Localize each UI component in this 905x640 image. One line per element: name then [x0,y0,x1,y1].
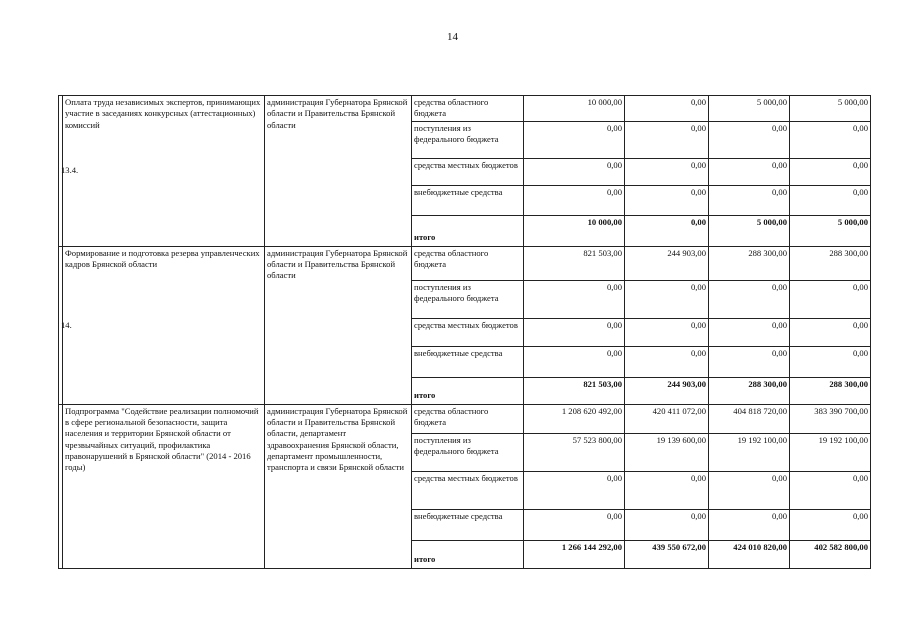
table-body [59,96,871,569]
amount-cell: 0,00 [790,121,871,158]
amount-cell: 1 208 620 492,00 [524,404,625,433]
amount-cell: 0,00 [524,121,625,158]
amount-cell: 5 000,00 [709,215,790,246]
amount-cell: 0,00 [625,158,709,185]
section-executor: администрация Губернатора Брянской области и Правительства Брянской области [265,96,412,247]
amount-cell: 0,00 [709,121,790,158]
page-number: 14 [447,31,458,43]
section-name: Оплата труда независимых экспертов, принимающих участие в заседаниях конкурсных (аттестационных) комиссий [63,96,265,247]
amount-cell: 0,00 [625,346,709,377]
funding-source: поступления из федерального бюджета [412,433,524,471]
amount-cell: 10 000,00 [524,96,625,122]
amount-cell: 424 010 820,00 [709,540,790,568]
amount-cell: 288 300,00 [709,246,790,280]
amount-cell: 0,00 [625,471,709,509]
amount-cell: 0,00 [709,158,790,185]
funding-source: итого [412,377,524,404]
amount-cell: 402 582 800,00 [790,540,871,568]
amount-cell: 0,00 [524,346,625,377]
amount-cell: 0,00 [790,346,871,377]
amount-cell: 19 192 100,00 [709,433,790,471]
amount-cell: 0,00 [524,318,625,346]
amount-cell: 0,00 [709,346,790,377]
section-number: 14. [59,246,63,404]
section-executor: администрация Губернатора Брянской области и Правительства Брянской области [265,246,412,404]
funding-source: внебюджетные средства [412,346,524,377]
section-name: Подпрограмма "Содействие реализации полномочий в сфере региональной безопасности, защита населения и территории Брянской области от чрезвычайных ситуаций, профилактика правонарушений в Брянской области" (2014 - 2016 годы) [63,404,265,568]
amount-cell: 288 300,00 [790,246,871,280]
amount-cell: 0,00 [524,158,625,185]
table-row [59,246,871,280]
amount-cell: 0,00 [790,158,871,185]
amount-cell: 0,00 [625,280,709,318]
amount-cell: 5 000,00 [709,96,790,122]
section-number: 13.4. [59,96,63,247]
funding-source: средства областного бюджета [412,246,524,280]
amount-cell: 0,00 [625,318,709,346]
funding-source: средства областного бюджета [412,404,524,433]
table-row [59,404,871,433]
amount-cell: 0,00 [790,318,871,346]
section-name: Формирование и подготовка резерва управленческих кадров Брянской области [63,246,265,404]
amount-cell: 821 503,00 [524,377,625,404]
amount-cell: 5 000,00 [790,215,871,246]
funding-source: итого [412,215,524,246]
amount-cell: 0,00 [625,185,709,215]
amount-cell: 0,00 [625,509,709,540]
funding-source: средства областного бюджета [412,96,524,122]
amount-cell: 10 000,00 [524,215,625,246]
amount-cell: 5 000,00 [790,96,871,122]
amount-cell: 288 300,00 [790,377,871,404]
amount-cell: 0,00 [524,185,625,215]
funding-source: внебюджетные средства [412,185,524,215]
amount-cell: 0,00 [625,215,709,246]
amount-cell: 0,00 [524,471,625,509]
amount-cell: 244 903,00 [625,246,709,280]
funding-source: итого [412,540,524,568]
section-executor: администрация Губернатора Брянской области и Правительства Брянской области, департамент здравоохранения Брянской области, департамент промышленности, транспорта и связи Брянской области [265,404,412,568]
amount-cell: 404 818 720,00 [709,404,790,433]
amount-cell: 383 390 700,00 [790,404,871,433]
amount-cell: 0,00 [625,96,709,122]
funding-source: поступления из федерального бюджета [412,121,524,158]
amount-cell: 0,00 [790,509,871,540]
amount-cell: 19 192 100,00 [790,433,871,471]
amount-cell: 0,00 [709,471,790,509]
amount-cell: 0,00 [524,509,625,540]
amount-cell: 0,00 [790,280,871,318]
amount-cell: 288 300,00 [709,377,790,404]
amount-cell: 0,00 [709,280,790,318]
amount-cell: 420 411 072,00 [625,404,709,433]
table-row [59,96,871,122]
funding-source: средства местных бюджетов [412,158,524,185]
budget-table [58,95,871,569]
amount-cell: 0,00 [524,280,625,318]
amount-cell: 821 503,00 [524,246,625,280]
funding-source: поступления из федерального бюджета [412,280,524,318]
funding-source: средства местных бюджетов [412,471,524,509]
amount-cell: 0,00 [709,509,790,540]
funding-source: средства местных бюджетов [412,318,524,346]
amount-cell: 0,00 [790,471,871,509]
amount-cell: 57 523 800,00 [524,433,625,471]
amount-cell: 19 139 600,00 [625,433,709,471]
amount-cell: 439 550 672,00 [625,540,709,568]
amount-cell: 0,00 [625,121,709,158]
amount-cell: 0,00 [709,318,790,346]
amount-cell: 244 903,00 [625,377,709,404]
amount-cell: 0,00 [790,185,871,215]
amount-cell: 0,00 [709,185,790,215]
amount-cell: 1 266 144 292,00 [524,540,625,568]
funding-source: внебюджетные средства [412,509,524,540]
